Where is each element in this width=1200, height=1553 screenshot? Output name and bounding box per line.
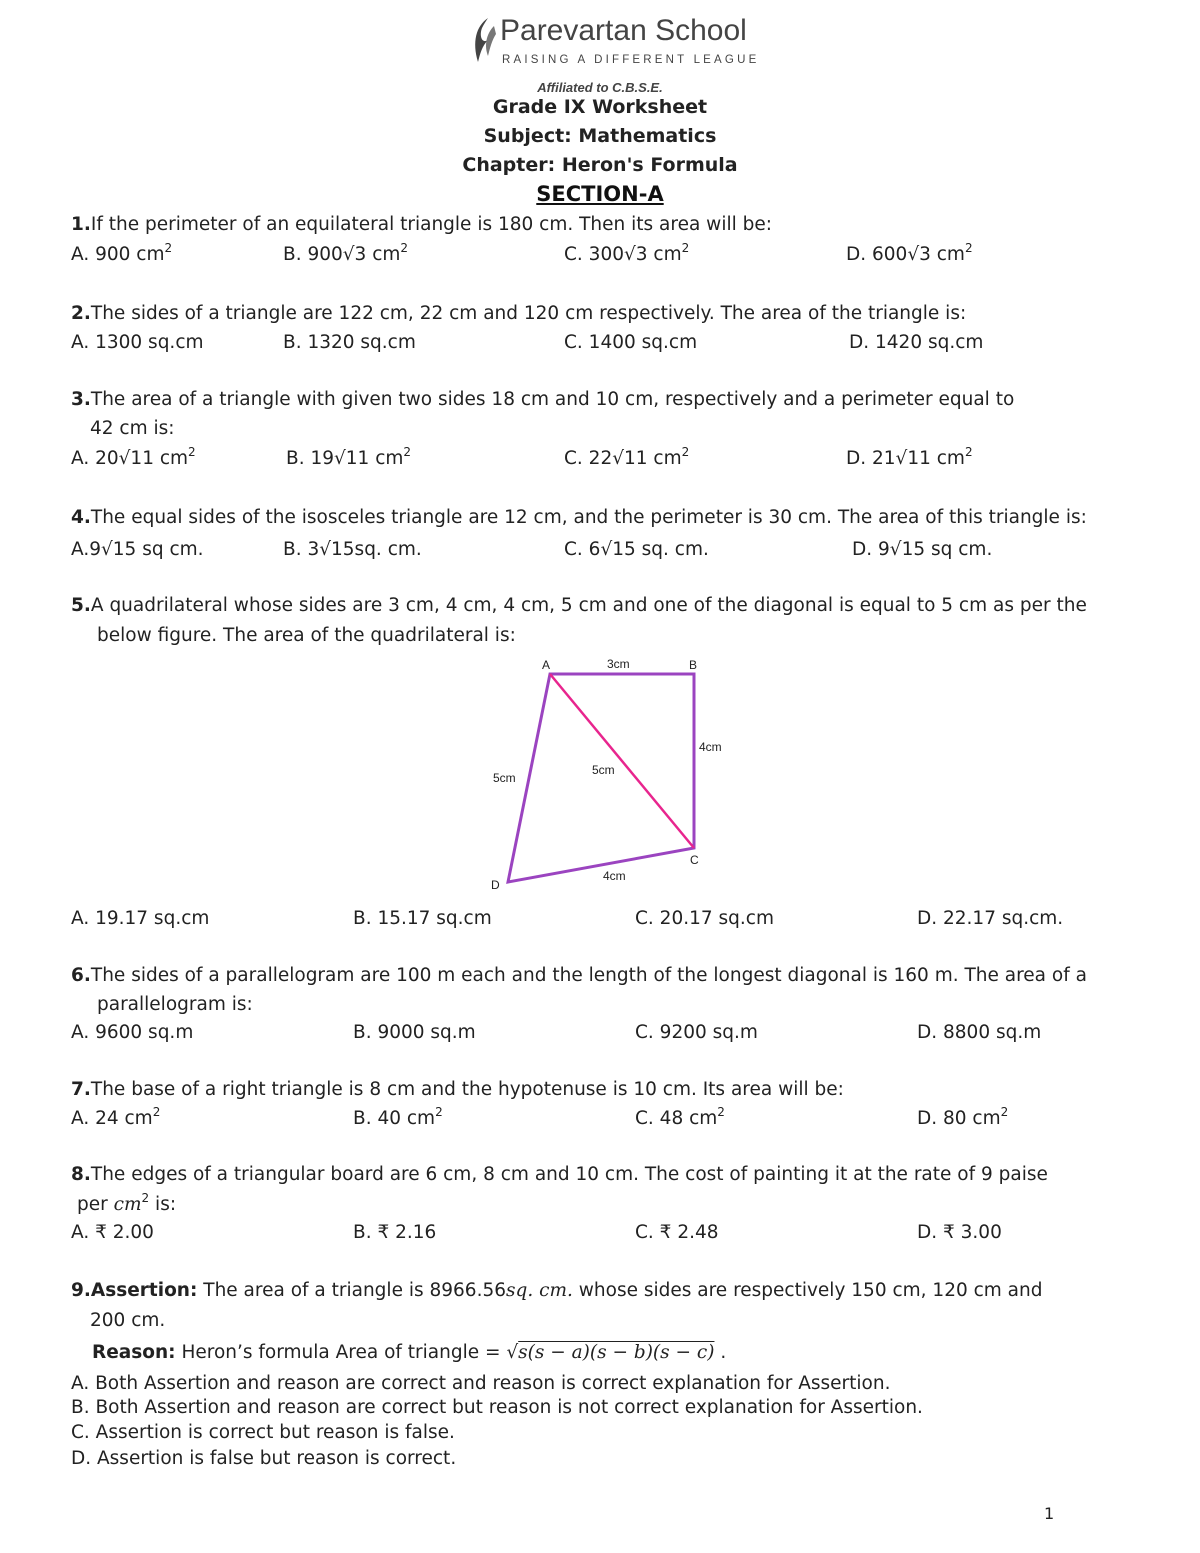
option-2c[interactable]: C. 1400 sq.cm	[564, 332, 698, 353]
option-5c[interactable]: C. 20.17 sq.cm	[635, 908, 774, 929]
option-6a[interactable]: A. 9600 sq.m	[71, 1022, 194, 1043]
question-number: 8.	[71, 1164, 91, 1185]
question-5-cont: below figure. The area of the quadrilateral is:	[97, 625, 516, 646]
reason-label: Reason:	[92, 1342, 176, 1363]
sqrt-icon: √	[506, 1342, 519, 1363]
option-4a[interactable]: A.9√15 sq cm.	[71, 539, 204, 560]
length-cd: 4cm	[603, 869, 626, 883]
question-number: 2.	[71, 303, 91, 324]
section-title: SECTION-A	[536, 182, 664, 206]
question-text: The area of a triangle with given two sides 18 cm and 10 cm, respectively and a perimeter equal to	[90, 389, 1015, 410]
question-7	[71, 1079, 844, 1100]
option-1a[interactable]: A. 900 $cm^2$	[71, 241, 173, 265]
vertex-label-a: A	[542, 658, 551, 672]
option-2b[interactable]: B. 1320 sq.cm	[283, 332, 416, 353]
question-text: The sides of a parallelogram are 100 m each and the length of the longest diagonal is 160 m. The area of a	[90, 965, 1087, 986]
option-8b[interactable]: B. ₹ 2.16	[353, 1222, 437, 1243]
question-number: 9.	[71, 1280, 91, 1301]
school-name: Parevartan School	[500, 14, 747, 47]
option-9b[interactable]: B. Both Assertion and reason are correct but reason is not correct explanation for Assertion.	[71, 1397, 923, 1418]
option-6b[interactable]: B. 9000 sq.m	[353, 1022, 476, 1043]
option-9a[interactable]: A. Both Assertion and reason are correct and reason is correct explanation for Assertion.	[71, 1373, 891, 1394]
question-9-assertion: 9.Assertion: The area of a triangle is 8966.56sq. cm. whose sides are respectively 150 cm, 120 cm and	[71, 1280, 1043, 1301]
heron-formula: s(s − a)(s − b)(s − c)	[518, 1342, 715, 1363]
quadrilateral-figure	[480, 652, 740, 902]
option-6c[interactable]: C. 9200 sq.m	[635, 1022, 758, 1043]
school-logo	[470, 14, 760, 76]
question-text: The edges of a triangular board are 6 cm, 8 cm and 10 cm. The cost of painting it at the rate of 9 paise	[90, 1164, 1048, 1185]
question-text: The base of a right triangle is 8 cm and the hypotenuse is 10 cm. Its area will be:	[90, 1079, 844, 1100]
question-number: 6.	[71, 965, 91, 986]
worksheet-title: Grade IX Worksheet	[492, 96, 708, 118]
question-8	[71, 1164, 1048, 1185]
question-number: 1.	[71, 214, 91, 235]
option-7c[interactable]: C. 48 $cm^2$	[635, 1105, 725, 1129]
quadrilateral-abcd	[508, 674, 694, 882]
option-3b[interactable]: B. 19√11 $cm^2$	[286, 445, 412, 469]
assertion-label: Assertion:	[90, 1280, 198, 1301]
option-3a[interactable]: A. 20√11 $cm^2$	[71, 445, 196, 469]
option-1d[interactable]: D. 600√3 $cm^2$	[846, 241, 973, 265]
question-number: 5.	[71, 595, 91, 616]
option-1c[interactable]: C. 300√3 $cm^2$	[564, 241, 690, 265]
length-ac: 5cm	[592, 763, 615, 777]
chapter-line: Chapter: Heron's Formula	[462, 154, 738, 176]
question-9-assertion-cont: 200 cm.	[90, 1310, 166, 1331]
option-5d[interactable]: D. 22.17 sq.cm.	[917, 908, 1064, 929]
diagonal-ac	[550, 674, 694, 848]
option-4c[interactable]: C. 6√15 sq. cm.	[564, 539, 709, 560]
vertex-label-d: D	[491, 878, 500, 892]
length-ab: 3cm	[607, 657, 630, 671]
question-4	[71, 507, 1087, 528]
option-4b[interactable]: B. 3√15sq. cm.	[283, 539, 422, 560]
question-6-cont: parallelogram is:	[97, 994, 253, 1015]
question-3	[71, 389, 1014, 410]
question-6	[71, 965, 1087, 986]
school-tagline: RAISING A DIFFERENT LEAGUE	[502, 54, 760, 66]
question-number: 4.	[71, 507, 91, 528]
option-8a[interactable]: A. ₹ 2.00	[71, 1222, 154, 1243]
question-3-cont: 42 cm is:	[90, 418, 175, 439]
question-text: A quadrilateral whose sides are 3 cm, 4 cm, 4 cm, 5 cm and one of the diagonal is equal to 5 cm as per the	[90, 595, 1087, 616]
question-text: The sides of a triangle are 122 cm, 22 cm and 120 cm respectively. The area of the triangle is:	[90, 303, 967, 324]
question-5	[71, 595, 1087, 616]
option-5b[interactable]: B. 15.17 sq.cm	[353, 908, 492, 929]
leaf-icon	[470, 16, 498, 68]
option-7d[interactable]: D. 80 $cm^2$	[917, 1105, 1009, 1129]
affiliation: Affiliated to C.B.S.E.	[537, 80, 663, 95]
question-number: 3.	[71, 389, 91, 410]
option-2d[interactable]: D. 1420 sq.cm	[849, 332, 984, 353]
option-6d[interactable]: D. 8800 sq.m	[917, 1022, 1042, 1043]
option-5a[interactable]: A. 19.17 sq.cm	[71, 908, 210, 929]
option-7b[interactable]: B. 40 $cm^2$	[353, 1105, 443, 1129]
length-bc: 4cm	[699, 740, 722, 754]
option-3c[interactable]: C. 22√11 $cm^2$	[564, 445, 690, 469]
question-1	[71, 214, 772, 235]
question-text: The equal sides of the isosceles triangle are 12 cm, and the perimeter is 30 cm. The area of this triangle is:	[90, 507, 1087, 528]
option-4d[interactable]: D. 9√15 sq cm.	[852, 539, 993, 560]
option-9d[interactable]: D. Assertion is false but reason is correct.	[71, 1448, 457, 1469]
vertex-label-b: B	[689, 658, 698, 672]
question-8-cont: per $cm^2$ is:	[77, 1191, 177, 1215]
option-3d[interactable]: D. 21√11 $cm^2$	[846, 445, 973, 469]
subject-line: Subject: Mathematics	[483, 125, 717, 147]
length-da: 5cm	[493, 771, 516, 785]
option-7a[interactable]: A. 24 $cm^2$	[71, 1105, 161, 1129]
page-number: 1	[1044, 1504, 1055, 1523]
question-number: 7.	[71, 1079, 91, 1100]
option-2a[interactable]: A. 1300 sq.cm	[71, 332, 204, 353]
vertex-label-c: C	[690, 853, 699, 867]
question-9-reason: Reason: Heron’s formula Area of triangle = √s(s − a)(s − b)(s − c) .	[92, 1342, 727, 1363]
option-8d[interactable]: D. ₹ 3.00	[917, 1222, 1002, 1243]
question-2	[71, 303, 966, 324]
option-8c[interactable]: C. ₹ 2.48	[635, 1222, 719, 1243]
question-text: If the perimeter of an equilateral triangle is 180 cm. Then its area will be:	[90, 214, 772, 235]
option-9c[interactable]: C. Assertion is correct but reason is false.	[71, 1422, 455, 1443]
option-1b[interactable]: B. 900√3 $cm^2$	[283, 241, 409, 265]
